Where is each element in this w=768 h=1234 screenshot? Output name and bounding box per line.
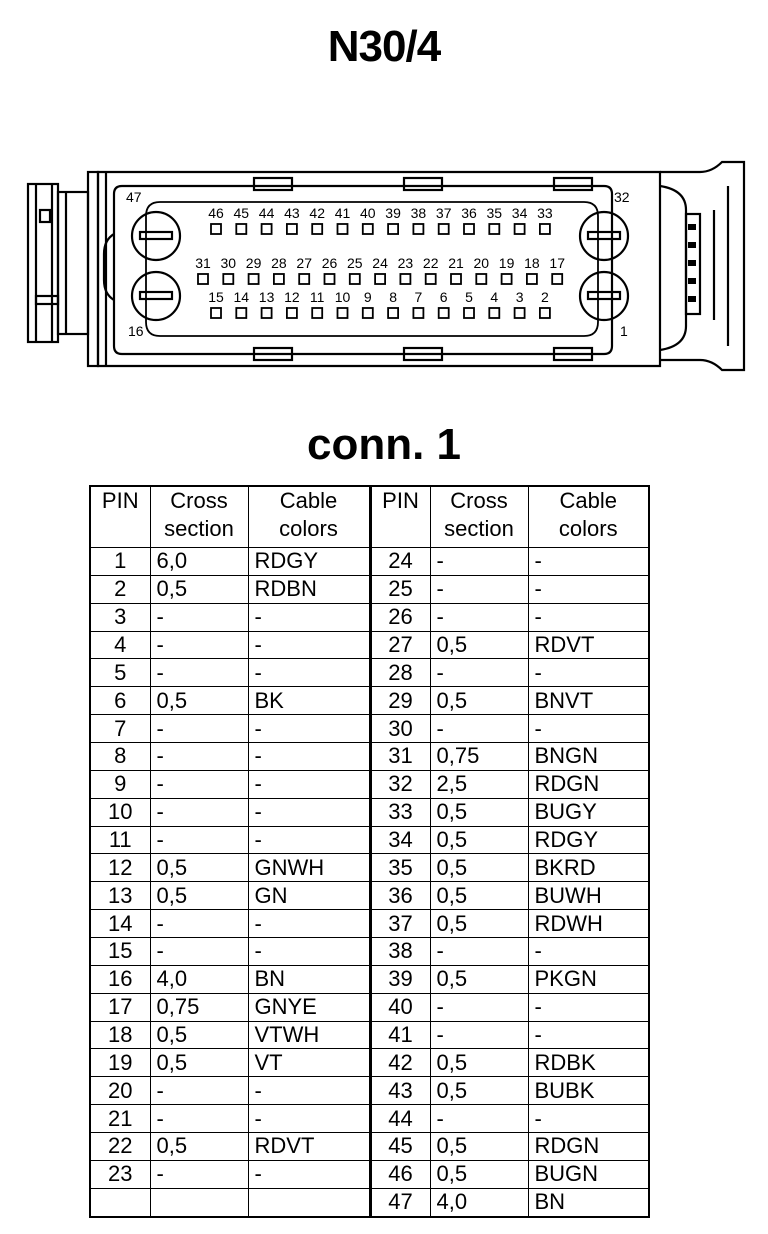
- cell-cable-color: -: [528, 603, 649, 631]
- pin-number-label: 46: [208, 205, 224, 221]
- pin-socket: [262, 224, 272, 234]
- pin-socket: [350, 274, 360, 284]
- cell-cross-section: -: [150, 938, 248, 966]
- cell-cross-section: 0,5: [430, 854, 528, 882]
- cell-pin: 21: [90, 1105, 150, 1133]
- pin-number-label: 17: [549, 255, 565, 271]
- pin-number-label: 21: [448, 255, 464, 271]
- cell-cross-section: -: [430, 1105, 528, 1133]
- pin-socket: [464, 224, 474, 234]
- pin-socket: [287, 308, 297, 318]
- cell-pin: 28: [370, 659, 430, 687]
- cell-cable-color: BKRD: [528, 854, 649, 882]
- pin-socket: [439, 224, 449, 234]
- cell-cross-section: 0,5: [430, 1077, 528, 1105]
- cell-pin: 24: [370, 548, 430, 576]
- cell-cable-color: RDWH: [528, 910, 649, 938]
- cell-cable-color: -: [248, 603, 370, 631]
- cell-cable-color: RDBK: [528, 1049, 649, 1077]
- table-row: [90, 798, 649, 826]
- pin-socket: [325, 274, 335, 284]
- pin-socket: [464, 308, 474, 318]
- cell-cross-section: -: [430, 603, 528, 631]
- cell-pin: 1: [90, 548, 150, 576]
- pin-number-label: 6: [439, 289, 448, 305]
- cell-pin: 20: [90, 1077, 150, 1105]
- pin-socket: [540, 308, 550, 318]
- pin-number-label: 13: [258, 289, 275, 305]
- diagram-title: N30/4: [327, 22, 441, 71]
- header-cable-colors: Cable colors: [528, 486, 649, 548]
- pin-socket: [299, 274, 309, 284]
- cell-cross-section: 0,5: [150, 854, 248, 882]
- cell-pin: 37: [370, 910, 430, 938]
- pin-socket: [211, 308, 221, 318]
- cell-pin: 23: [90, 1160, 150, 1188]
- pin-number-label: 23: [397, 255, 414, 271]
- header-cross-section: Cross section: [430, 486, 528, 548]
- cell-cable-color: -: [528, 1021, 649, 1049]
- cell-cable-color: VT: [248, 1049, 370, 1077]
- cell-cross-section: 0,5: [150, 575, 248, 603]
- pin-socket: [363, 308, 373, 318]
- cell-cable-color: [248, 1188, 370, 1217]
- header-cross-section: Cross section: [150, 486, 248, 548]
- cell-pin: 7: [90, 715, 150, 743]
- pin-socket: [451, 274, 461, 284]
- cell-cable-color: -: [248, 743, 370, 771]
- pin-socket: [312, 308, 322, 318]
- pin-socket: [439, 308, 449, 318]
- cell-pin: 45: [370, 1133, 430, 1161]
- cell-cross-section: -: [150, 826, 248, 854]
- pin-socket: [198, 274, 208, 284]
- pin-number-label: 5: [465, 289, 473, 305]
- cell-cross-section: 0,75: [150, 993, 248, 1021]
- cell-pin: 5: [90, 659, 150, 687]
- header-cable-colors: Cable colors: [248, 486, 370, 548]
- cell-cross-section: 0,5: [430, 1133, 528, 1161]
- cell-cable-color: -: [248, 631, 370, 659]
- cell-cable-color: RDGY: [248, 548, 370, 576]
- connector-drawing: [0, 150, 768, 390]
- cell-cross-section: -: [150, 715, 248, 743]
- pin-socket: [363, 224, 373, 234]
- cell-cable-color: BUBK: [528, 1077, 649, 1105]
- pin-number-label: 30: [220, 255, 237, 271]
- cell-cross-section: -: [430, 938, 528, 966]
- pin-socket: [413, 308, 423, 318]
- cell-cross-section: 0,5: [430, 631, 528, 659]
- pin-number-label: 45: [233, 205, 250, 221]
- pin-number-label: 20: [473, 255, 490, 271]
- cell-cross-section: 0,5: [430, 910, 528, 938]
- cell-cable-color: RDBN: [248, 575, 370, 603]
- cell-cable-color: BUWH: [528, 882, 649, 910]
- cell-pin: 46: [370, 1160, 430, 1188]
- cell-cross-section: 0,5: [150, 1133, 248, 1161]
- cell-cable-color: BN: [528, 1188, 649, 1217]
- pin-socket: [527, 274, 537, 284]
- cell-pin: 26: [370, 603, 430, 631]
- table-row: [90, 631, 649, 659]
- pin-socket: [262, 308, 272, 318]
- cell-pin: 12: [90, 854, 150, 882]
- cell-cross-section: -: [430, 659, 528, 687]
- cell-cable-color: -: [248, 1077, 370, 1105]
- cell-cross-section: -: [430, 575, 528, 603]
- pin-number-label: 8: [389, 289, 397, 305]
- table-row: [90, 770, 649, 798]
- cell-cable-color: -: [248, 1105, 370, 1133]
- cell-pin: 44: [370, 1105, 430, 1133]
- pin-socket: [388, 224, 398, 234]
- pin-number-label: 4: [490, 289, 499, 305]
- cell-cable-color: GNYE: [248, 993, 370, 1021]
- pin-socket: [211, 224, 221, 234]
- cell-cable-color: -: [248, 826, 370, 854]
- table-row: [90, 1188, 649, 1217]
- cell-pin: 40: [370, 993, 430, 1021]
- table-header-row: [90, 486, 649, 548]
- cell-cross-section: 0,5: [150, 1049, 248, 1077]
- pin-number-label: 31: [195, 255, 211, 271]
- cell-cable-color: GNWH: [248, 854, 370, 882]
- cell-pin: 36: [370, 882, 430, 910]
- cell-cross-section: 0,5: [430, 882, 528, 910]
- pin-socket: [287, 224, 297, 234]
- cell-cable-color: -: [528, 575, 649, 603]
- cell-pin: 16: [90, 965, 150, 993]
- cell-cable-color: BNVT: [528, 687, 649, 715]
- cell-pin: 10: [90, 798, 150, 826]
- corner-label-bottom-right: 1: [620, 323, 628, 339]
- cell-cable-color: VTWH: [248, 1021, 370, 1049]
- pin-number-label: 9: [363, 289, 372, 305]
- cell-pin: 42: [370, 1049, 430, 1077]
- pin-socket: [338, 224, 348, 234]
- cell-pin: 33: [370, 798, 430, 826]
- cell-pin: 4: [90, 631, 150, 659]
- pin-socket: [489, 224, 499, 234]
- pin-number-label: 34: [511, 205, 528, 221]
- pin-socket: [552, 274, 562, 284]
- pin-socket: [375, 274, 385, 284]
- cell-pin: 43: [370, 1077, 430, 1105]
- cell-cable-color: PKGN: [528, 965, 649, 993]
- pin-number-label: 28: [271, 255, 287, 271]
- table-row: [90, 1077, 649, 1105]
- pin-number-label: 3: [515, 289, 524, 305]
- table-row: [90, 548, 649, 576]
- table-row: [90, 603, 649, 631]
- cell-cable-color: RDGY: [528, 826, 649, 854]
- cell-cable-color: BUGY: [528, 798, 649, 826]
- cell-cross-section: 0,75: [430, 743, 528, 771]
- cell-cable-color: -: [528, 715, 649, 743]
- header-pin: PIN: [370, 486, 430, 548]
- cell-cable-color: BK: [248, 687, 370, 715]
- cell-pin: 6: [90, 687, 150, 715]
- cell-pin: 9: [90, 770, 150, 798]
- cell-pin: 3: [90, 603, 150, 631]
- cell-cable-color: BUGN: [528, 1160, 649, 1188]
- pin-socket: [489, 308, 499, 318]
- cell-cross-section: 2,5: [430, 770, 528, 798]
- cell-pin: [90, 1188, 150, 1217]
- cell-cable-color: -: [248, 770, 370, 798]
- pin-socket: [388, 308, 398, 318]
- pin-number-label: 18: [524, 255, 540, 271]
- pin-socket: [413, 224, 423, 234]
- table-row: [90, 659, 649, 687]
- header-pin: PIN: [90, 486, 150, 548]
- cell-cross-section: 0,5: [150, 882, 248, 910]
- cell-pin: 17: [90, 993, 150, 1021]
- cell-cross-section: 0,5: [430, 798, 528, 826]
- table-row: [90, 687, 649, 715]
- cell-cross-section: [150, 1188, 248, 1217]
- pin-number-label: 12: [284, 289, 300, 305]
- cell-pin: 18: [90, 1021, 150, 1049]
- pin-socket: [476, 274, 486, 284]
- pin-socket: [249, 274, 259, 284]
- cell-cable-color: -: [528, 938, 649, 966]
- cell-cable-color: -: [248, 798, 370, 826]
- pin-number-label: 36: [461, 205, 477, 221]
- cell-cross-section: 4,0: [150, 965, 248, 993]
- cell-cable-color: RDGN: [528, 770, 649, 798]
- cell-pin: 15: [90, 938, 150, 966]
- cell-pin: 34: [370, 826, 430, 854]
- table-row: [90, 1105, 649, 1133]
- pin-number-label: 44: [258, 205, 275, 221]
- pin-socket: [236, 224, 246, 234]
- cell-cross-section: 4,0: [430, 1188, 528, 1217]
- cell-pin: 27: [370, 631, 430, 659]
- cell-pin: 11: [90, 826, 150, 854]
- cell-cable-color: -: [248, 659, 370, 687]
- cell-cable-color: -: [528, 1105, 649, 1133]
- connector-title: conn. 1: [306, 420, 462, 469]
- pin-number-label: 39: [385, 205, 401, 221]
- corner-label-bottom-left: 16: [128, 323, 144, 339]
- cell-pin: 29: [370, 687, 430, 715]
- pin-number-label: 35: [486, 205, 503, 221]
- pin-number-label: 38: [410, 205, 427, 221]
- cell-cross-section: -: [150, 770, 248, 798]
- pin-number-label: 2: [541, 289, 549, 305]
- pin-number-label: 27: [296, 255, 312, 271]
- table-row: [90, 882, 649, 910]
- corner-label-top-left: 47: [126, 189, 142, 205]
- cell-cross-section: 0,5: [430, 965, 528, 993]
- cell-cross-section: -: [150, 910, 248, 938]
- pin-socket: [540, 224, 550, 234]
- cell-pin: 39: [370, 965, 430, 993]
- table-row: [90, 1133, 649, 1161]
- cell-cross-section: -: [150, 659, 248, 687]
- pin-number-label: 29: [245, 255, 262, 271]
- table-row: [90, 938, 649, 966]
- cell-cross-section: -: [150, 743, 248, 771]
- cell-cable-color: GN: [248, 882, 370, 910]
- pin-number-label: 15: [208, 289, 224, 305]
- pin-number-label: 19: [498, 255, 515, 271]
- pin-number-label: 7: [414, 289, 423, 305]
- cell-cross-section: -: [150, 1105, 248, 1133]
- cell-cross-section: 0,5: [430, 826, 528, 854]
- pin-socket: [515, 224, 525, 234]
- cell-cross-section: -: [150, 603, 248, 631]
- cell-pin: 30: [370, 715, 430, 743]
- cell-cable-color: BN: [248, 965, 370, 993]
- cell-cross-section: -: [150, 1160, 248, 1188]
- pin-socket: [502, 274, 512, 284]
- pin-number-label: 26: [321, 255, 338, 271]
- cell-cross-section: -: [150, 798, 248, 826]
- pin-socket: [274, 274, 284, 284]
- pin-number-label: 14: [233, 289, 250, 305]
- table-row: [90, 575, 649, 603]
- table-row: [90, 826, 649, 854]
- cell-cross-section: 0,5: [150, 687, 248, 715]
- cell-cable-color: RDGN: [528, 1133, 649, 1161]
- cell-pin: 41: [370, 1021, 430, 1049]
- cell-cross-section: 6,0: [150, 548, 248, 576]
- cell-cross-section: 0,5: [430, 687, 528, 715]
- pin-number-label: 10: [334, 289, 351, 305]
- cell-cable-color: BNGN: [528, 743, 649, 771]
- cell-cross-section: 0,5: [430, 1049, 528, 1077]
- cell-pin: 35: [370, 854, 430, 882]
- cell-pin: 13: [90, 882, 150, 910]
- pin-number-label: 11: [309, 289, 325, 305]
- cell-cross-section: -: [430, 993, 528, 1021]
- pin-number-label: 43: [284, 205, 300, 221]
- cell-cross-section: -: [430, 715, 528, 743]
- pin-socket: [312, 224, 322, 234]
- pin-socket: [338, 308, 348, 318]
- table-row: [90, 910, 649, 938]
- table-row: [90, 1021, 649, 1049]
- cell-cross-section: -: [150, 631, 248, 659]
- cell-cable-color: -: [248, 910, 370, 938]
- cell-cross-section: 0,5: [150, 1021, 248, 1049]
- cell-cable-color: -: [248, 1160, 370, 1188]
- cell-pin: 31: [370, 743, 430, 771]
- pin-number-label: 42: [309, 205, 325, 221]
- table-row: [90, 965, 649, 993]
- pin-assignment-table: [89, 485, 650, 1218]
- pin-socket: [426, 274, 436, 284]
- table-row: [90, 743, 649, 771]
- pin-socket: [400, 274, 410, 284]
- cell-pin: 22: [90, 1133, 150, 1161]
- cell-pin: 8: [90, 743, 150, 771]
- table-row: [90, 1049, 649, 1077]
- pin-number-label: 41: [334, 205, 351, 221]
- cell-pin: 14: [90, 910, 150, 938]
- table-row: [90, 993, 649, 1021]
- cell-pin: 32: [370, 770, 430, 798]
- cell-cable-color: RDVT: [528, 631, 649, 659]
- pin-socket: [223, 274, 233, 284]
- cell-pin: 19: [90, 1049, 150, 1077]
- cell-cable-color: -: [248, 715, 370, 743]
- pin-number-label: 24: [372, 255, 388, 271]
- cell-cross-section: -: [150, 1077, 248, 1105]
- pin-socket: [236, 308, 246, 318]
- cell-cross-section: 0,5: [430, 1160, 528, 1188]
- table-row: [90, 715, 649, 743]
- table-row: [90, 1160, 649, 1188]
- pin-number-label: 40: [360, 205, 376, 221]
- cell-pin: 38: [370, 938, 430, 966]
- pin-number-label: 37: [435, 205, 452, 221]
- cell-cable-color: -: [528, 659, 649, 687]
- pin-number-label: 22: [422, 255, 439, 271]
- pin-number-label: 33: [537, 205, 553, 221]
- pin-socket: [515, 308, 525, 318]
- corner-label-top-right: 32: [614, 189, 630, 205]
- table-row: [90, 854, 649, 882]
- cell-cable-color: -: [528, 993, 649, 1021]
- cell-cross-section: -: [430, 1021, 528, 1049]
- cell-cross-section: -: [430, 548, 528, 576]
- cell-pin: 25: [370, 575, 430, 603]
- cell-pin: 47: [370, 1188, 430, 1217]
- cell-cable-color: -: [528, 548, 649, 576]
- cell-cable-color: RDVT: [248, 1133, 370, 1161]
- pin-number-label: 25: [347, 255, 363, 271]
- cell-cable-color: -: [248, 938, 370, 966]
- cell-pin: 2: [90, 575, 150, 603]
